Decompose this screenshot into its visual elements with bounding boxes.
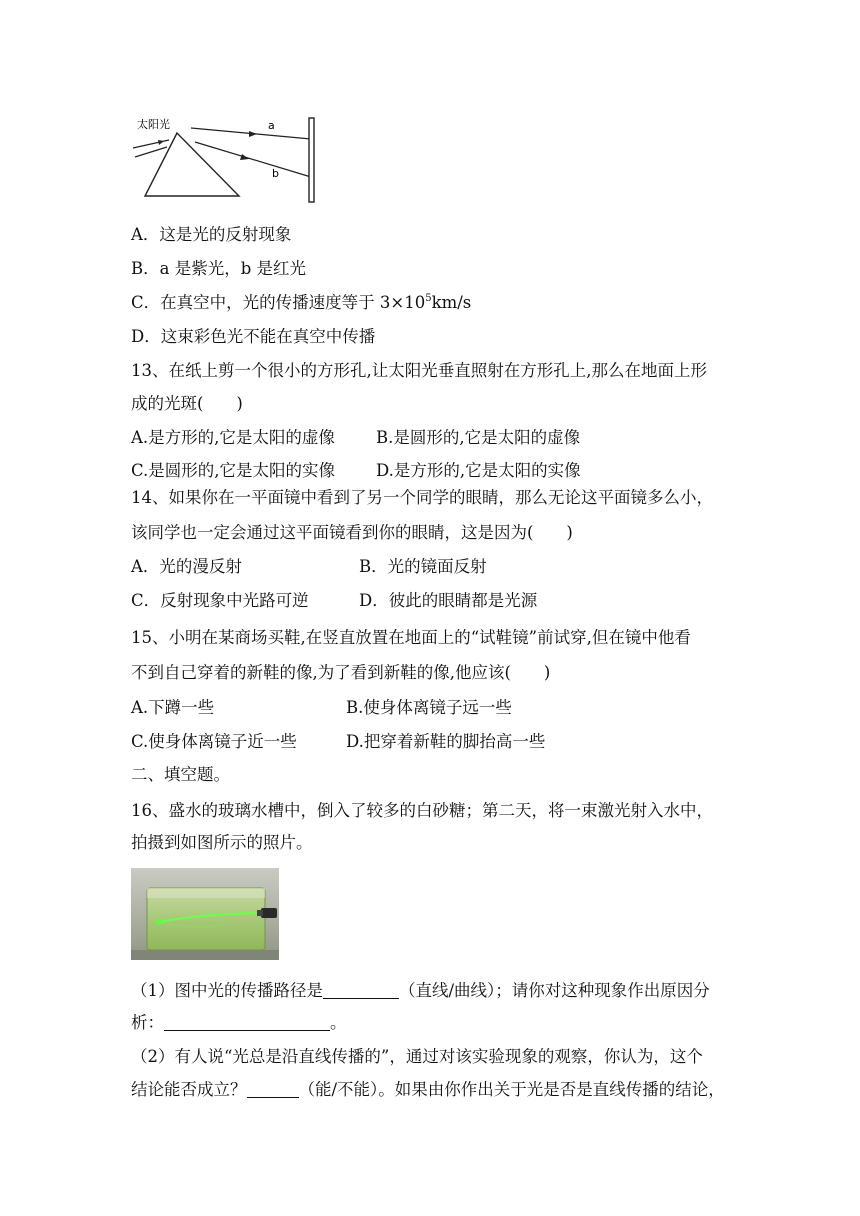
q16-part1-prefix: （1）图中光的传播路径是: [131, 981, 323, 1000]
q15-option-b: B.使身体离镜子远一些: [346, 698, 512, 717]
q12-option-c-exponent: 5: [425, 293, 432, 304]
q15-option-a: A.下蹲一些: [131, 698, 215, 717]
q12-option-b: B．a 是紫光，b 是红光: [131, 259, 307, 278]
q15-option-d: D.把穿着新鞋的脚抬高一些: [346, 732, 546, 751]
q16-part2-blank[interactable]: [247, 1081, 299, 1098]
q16-part1-line1: [131, 980, 710, 1002]
q16-stem-line1: 16、盛水的玻璃水槽中，倒入了较多的白砂糖；第二天，将一束激光射入水中，: [131, 801, 713, 820]
q16-part1-suffix: （直线/曲线）；请你对这种现象作出原因分: [399, 981, 710, 1000]
q14-option-d: D．彼此的眼睛都是光源: [359, 591, 538, 610]
q16-part2-line2: [131, 1079, 725, 1101]
q16-part2-prefix: 结论能否成立？: [131, 1080, 247, 1099]
q13-stem-line2: 成的光斑( ): [131, 394, 243, 413]
q12-option-c-text: C．在真空中，光的传播速度等于 3×10: [131, 293, 426, 312]
q13-option-d: D.是方形的,它是太阳的实像: [376, 461, 581, 480]
q15-stem-line1: 15、小明在某商场买鞋,在竖直放置在地面上的“试鞋镜”前试穿,但在镜中他看: [131, 628, 691, 647]
q16-part1-line2: [131, 1012, 347, 1034]
q16-part1-blank-path[interactable]: [323, 982, 399, 999]
q16-stem-line2: 拍摄到如图所示的照片。: [131, 833, 313, 852]
q14-option-a: A．光的漫反射: [131, 557, 242, 576]
q16-part2-suffix: （能/不能）。如果由你作出关于光是否是直线传播的结论，: [298, 1080, 725, 1099]
section-title-fill-in: 二、填空题。: [131, 765, 230, 784]
q12-option-d: D．这束彩色光不能在真空中传播: [131, 327, 376, 346]
q13-option-a: A.是方形的,它是太阳的虚像: [131, 428, 335, 447]
label-ray-b: b: [272, 167, 279, 180]
q14-stem-line1: 14、如果你在一平面镜中看到了另一个同学的眼睛，那么无论这平面镜多么小，: [131, 488, 713, 507]
q12-option-c-unit: km/s: [431, 293, 472, 312]
q13-option-c: C.是圆形的,它是太阳的实像: [131, 461, 336, 480]
prism-dispersion-figure: [131, 112, 321, 206]
q12-option-c: [131, 292, 471, 314]
q13-option-b: B.是圆形的,它是太阳的虚像: [376, 428, 581, 447]
q14-option-c: C．反射现象中光路可逆: [131, 591, 309, 610]
laser-tank-photo: [131, 868, 279, 960]
q12-option-a: A．这是光的反射现象: [131, 225, 292, 244]
q16-part1-blank-reason[interactable]: [164, 1014, 330, 1031]
q15-option-c: C.使身体离镜子近一些: [131, 732, 297, 751]
q16-part1-line2-suffix: 。: [330, 1013, 347, 1032]
q15-stem-line2: 不到自己穿着的新鞋的像,为了看到新鞋的像,他应该( ): [131, 663, 551, 682]
label-sunlight: 太阳光: [137, 118, 170, 131]
q13-stem-line1: 13、在纸上剪一个很小的方形孔,让太阳光垂直照射在方形孔上,那么在地面上形: [131, 361, 707, 380]
label-ray-a: a: [268, 119, 275, 132]
q14-stem-line2: 该同学也一定会通过这平面镜看到你的眼睛，这是因为( ): [131, 523, 573, 542]
q14-option-b: B．光的镜面反射: [359, 557, 487, 576]
q16-part1-line2-prefix: 析：: [131, 1013, 164, 1032]
q16-part2-line1: （2）有人说“光总是沿直线传播的”，通过对该实验现象的观察，你认为，这个: [131, 1047, 703, 1066]
